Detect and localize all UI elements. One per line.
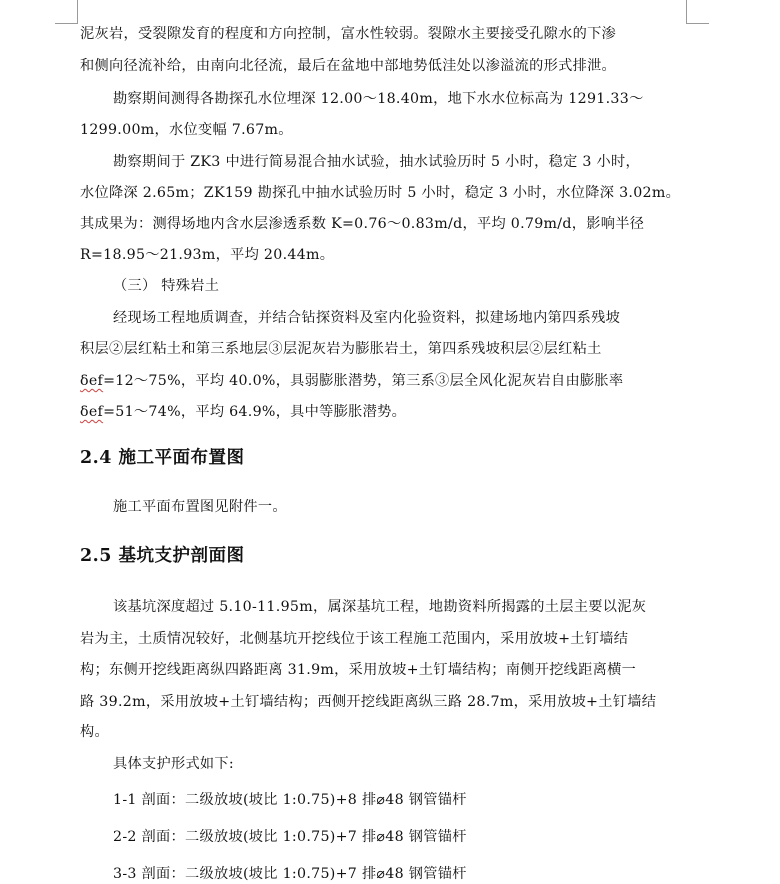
section-heading-2-4: 2.4 施工平面布置图 — [80, 448, 245, 468]
paragraph-line: 构；东侧开挖线距离纵四路距离 31.9m，采用放坡+土钉墙结构；南侧开挖线距离横一 — [80, 662, 637, 678]
paragraph-text: =12～75%，平均 40.0%，具弱膨胀潜势，第三系③层全风化泥灰岩自由膨胀率 — [103, 373, 624, 389]
paragraph-line: R=18.95～21.93m，平均 20.44m。 — [80, 247, 335, 263]
paragraph-line: 路 39.2m，采用放坡+土钉墙结构；西侧开挖线距离纵三路 28.7m，采用放坡+土钉墙结 — [80, 694, 657, 710]
paragraph-line: 构。 — [80, 724, 109, 740]
right-margin-corner-mark — [686, 0, 709, 24]
section-heading-2-5: 2.5 基坑支护剖面图 — [80, 546, 245, 566]
paragraph-line: 岩为主，土质情况较好，北侧基坑开挖线位于该工程施工范围内，采用放坡+土钉墙结 — [80, 631, 629, 647]
subsection-title: （三） 特殊岩土 — [113, 278, 220, 294]
section-spec-line: 1-1 剖面：二级放坡(坡比 1:0.75)+8 排⌀48 钢管锚杆 — [113, 792, 467, 808]
section-spec-line: 2-2 剖面：二级放坡(坡比 1:0.75)+7 排⌀48 钢管锚杆 — [113, 829, 467, 845]
paragraph-text: =51～74%，平均 64.9%，具中等膨胀潜势。 — [103, 404, 407, 420]
paragraph-line: 积层②层红粘土和第三系地层③层泥灰岩为膨胀岩土，第四系残坡积层②层红粘土 — [80, 341, 602, 357]
paragraph-line: 水位降深 2.65m；ZK159 勘探孔中抽水试验历时 5 小时，稳定 3 小时，水位降深 3.02m。 — [80, 185, 681, 201]
paragraph-line — [80, 371, 623, 391]
spellcheck-flagged-symbol: δef — [80, 404, 104, 420]
paragraph-line: 1299.00m，水位变幅 7.67m。 — [80, 122, 293, 138]
paragraph-line: 该基坑深度超过 5.10-11.95m，属深基坑工程，地勘资料所揭露的土层主要以泥灰 — [113, 599, 647, 615]
paragraph-line: 勘察期间测得各勘探孔水位埋深 12.00～18.40m，地下水水位标高为 1291.33～ — [113, 91, 644, 107]
paragraph-line: 其成果为：测得场地内含水层渗透系数 K=0.76～0.83m/d，平均 0.79m/d，影响半径 — [80, 216, 645, 232]
left-margin-corner-mark — [55, 0, 78, 24]
paragraph-line: 泥灰岩，受裂隙发育的程度和方向控制，富水性较弱。裂隙水主要接受孔隙水的下渗 — [80, 26, 617, 42]
spellcheck-flagged-symbol: δef — [80, 373, 104, 389]
paragraph-line: 经现场工程地质调查，并结合钻探资料及室内化验资料，拟建场地内第四系残坡 — [113, 310, 621, 326]
paragraph-line: 具体支护形式如下: — [113, 756, 234, 772]
paragraph-line: 勘察期间于 ZK3 中进行简易混合抽水试验，抽水试验历时 5 小时，稳定 3 小时， — [113, 154, 641, 170]
section-spec-line: 3-3 剖面：二级放坡(坡比 1:0.75)+7 排⌀48 钢管锚杆 — [113, 866, 467, 882]
paragraph-line: 施工平面布置图见附件一。 — [113, 499, 287, 515]
paragraph-line: 和侧向径流补给，由南向北径流，最后在盆地中部地势低洼处以渗溢流的形式排泄。 — [80, 58, 617, 74]
paragraph-line — [80, 402, 406, 422]
